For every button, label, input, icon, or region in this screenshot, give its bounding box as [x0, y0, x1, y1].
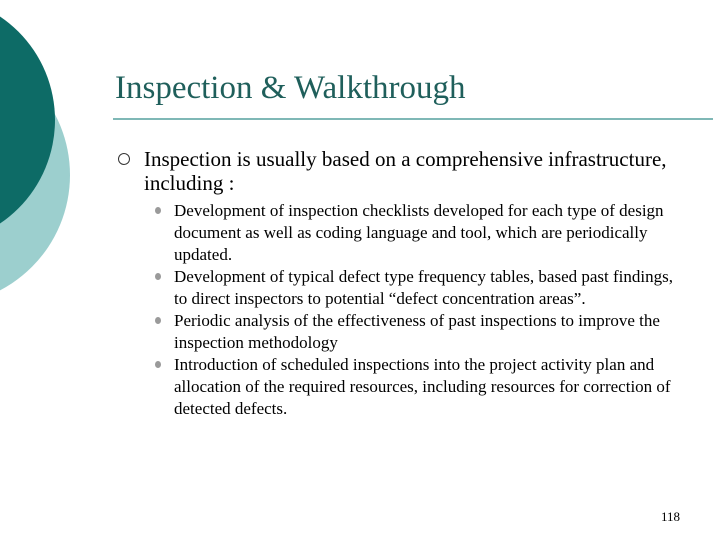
sub-point-text: Introduction of scheduled inspections into the project activity plan and allocation of the required resources, including resources for correction of detected defects. [174, 355, 671, 418]
list-item [155, 354, 685, 420]
page-number: 118 [660, 509, 680, 524]
sub-point-list [155, 200, 685, 420]
title-divider [113, 118, 713, 120]
sub-point-text: Development of inspection checklists developed for each type of design document as well as coding language and tool, which are periodically updated. [174, 201, 664, 264]
main-point: Inspection is usually based on a comprehensive infrastructure, including : [144, 147, 667, 195]
bullet-dot-icon [155, 361, 161, 368]
bullet-dot-icon [155, 273, 161, 280]
sub-point-text: Periodic analysis of the effectiveness of past inspections to improve the inspection methodology [174, 311, 660, 352]
sub-point-text: Development of typical defect type frequency tables, based past findings, to direct inspectors to potential “defect concentration areas”. [174, 267, 673, 308]
bullet-dot-icon [155, 317, 161, 324]
hollow-circle-bullet-icon [118, 153, 130, 165]
bullet-dot-icon [155, 207, 161, 214]
list-item [155, 310, 685, 354]
list-item [155, 266, 685, 310]
slide-title: Inspection & Walkthrough [115, 70, 466, 106]
list-item [155, 200, 685, 266]
